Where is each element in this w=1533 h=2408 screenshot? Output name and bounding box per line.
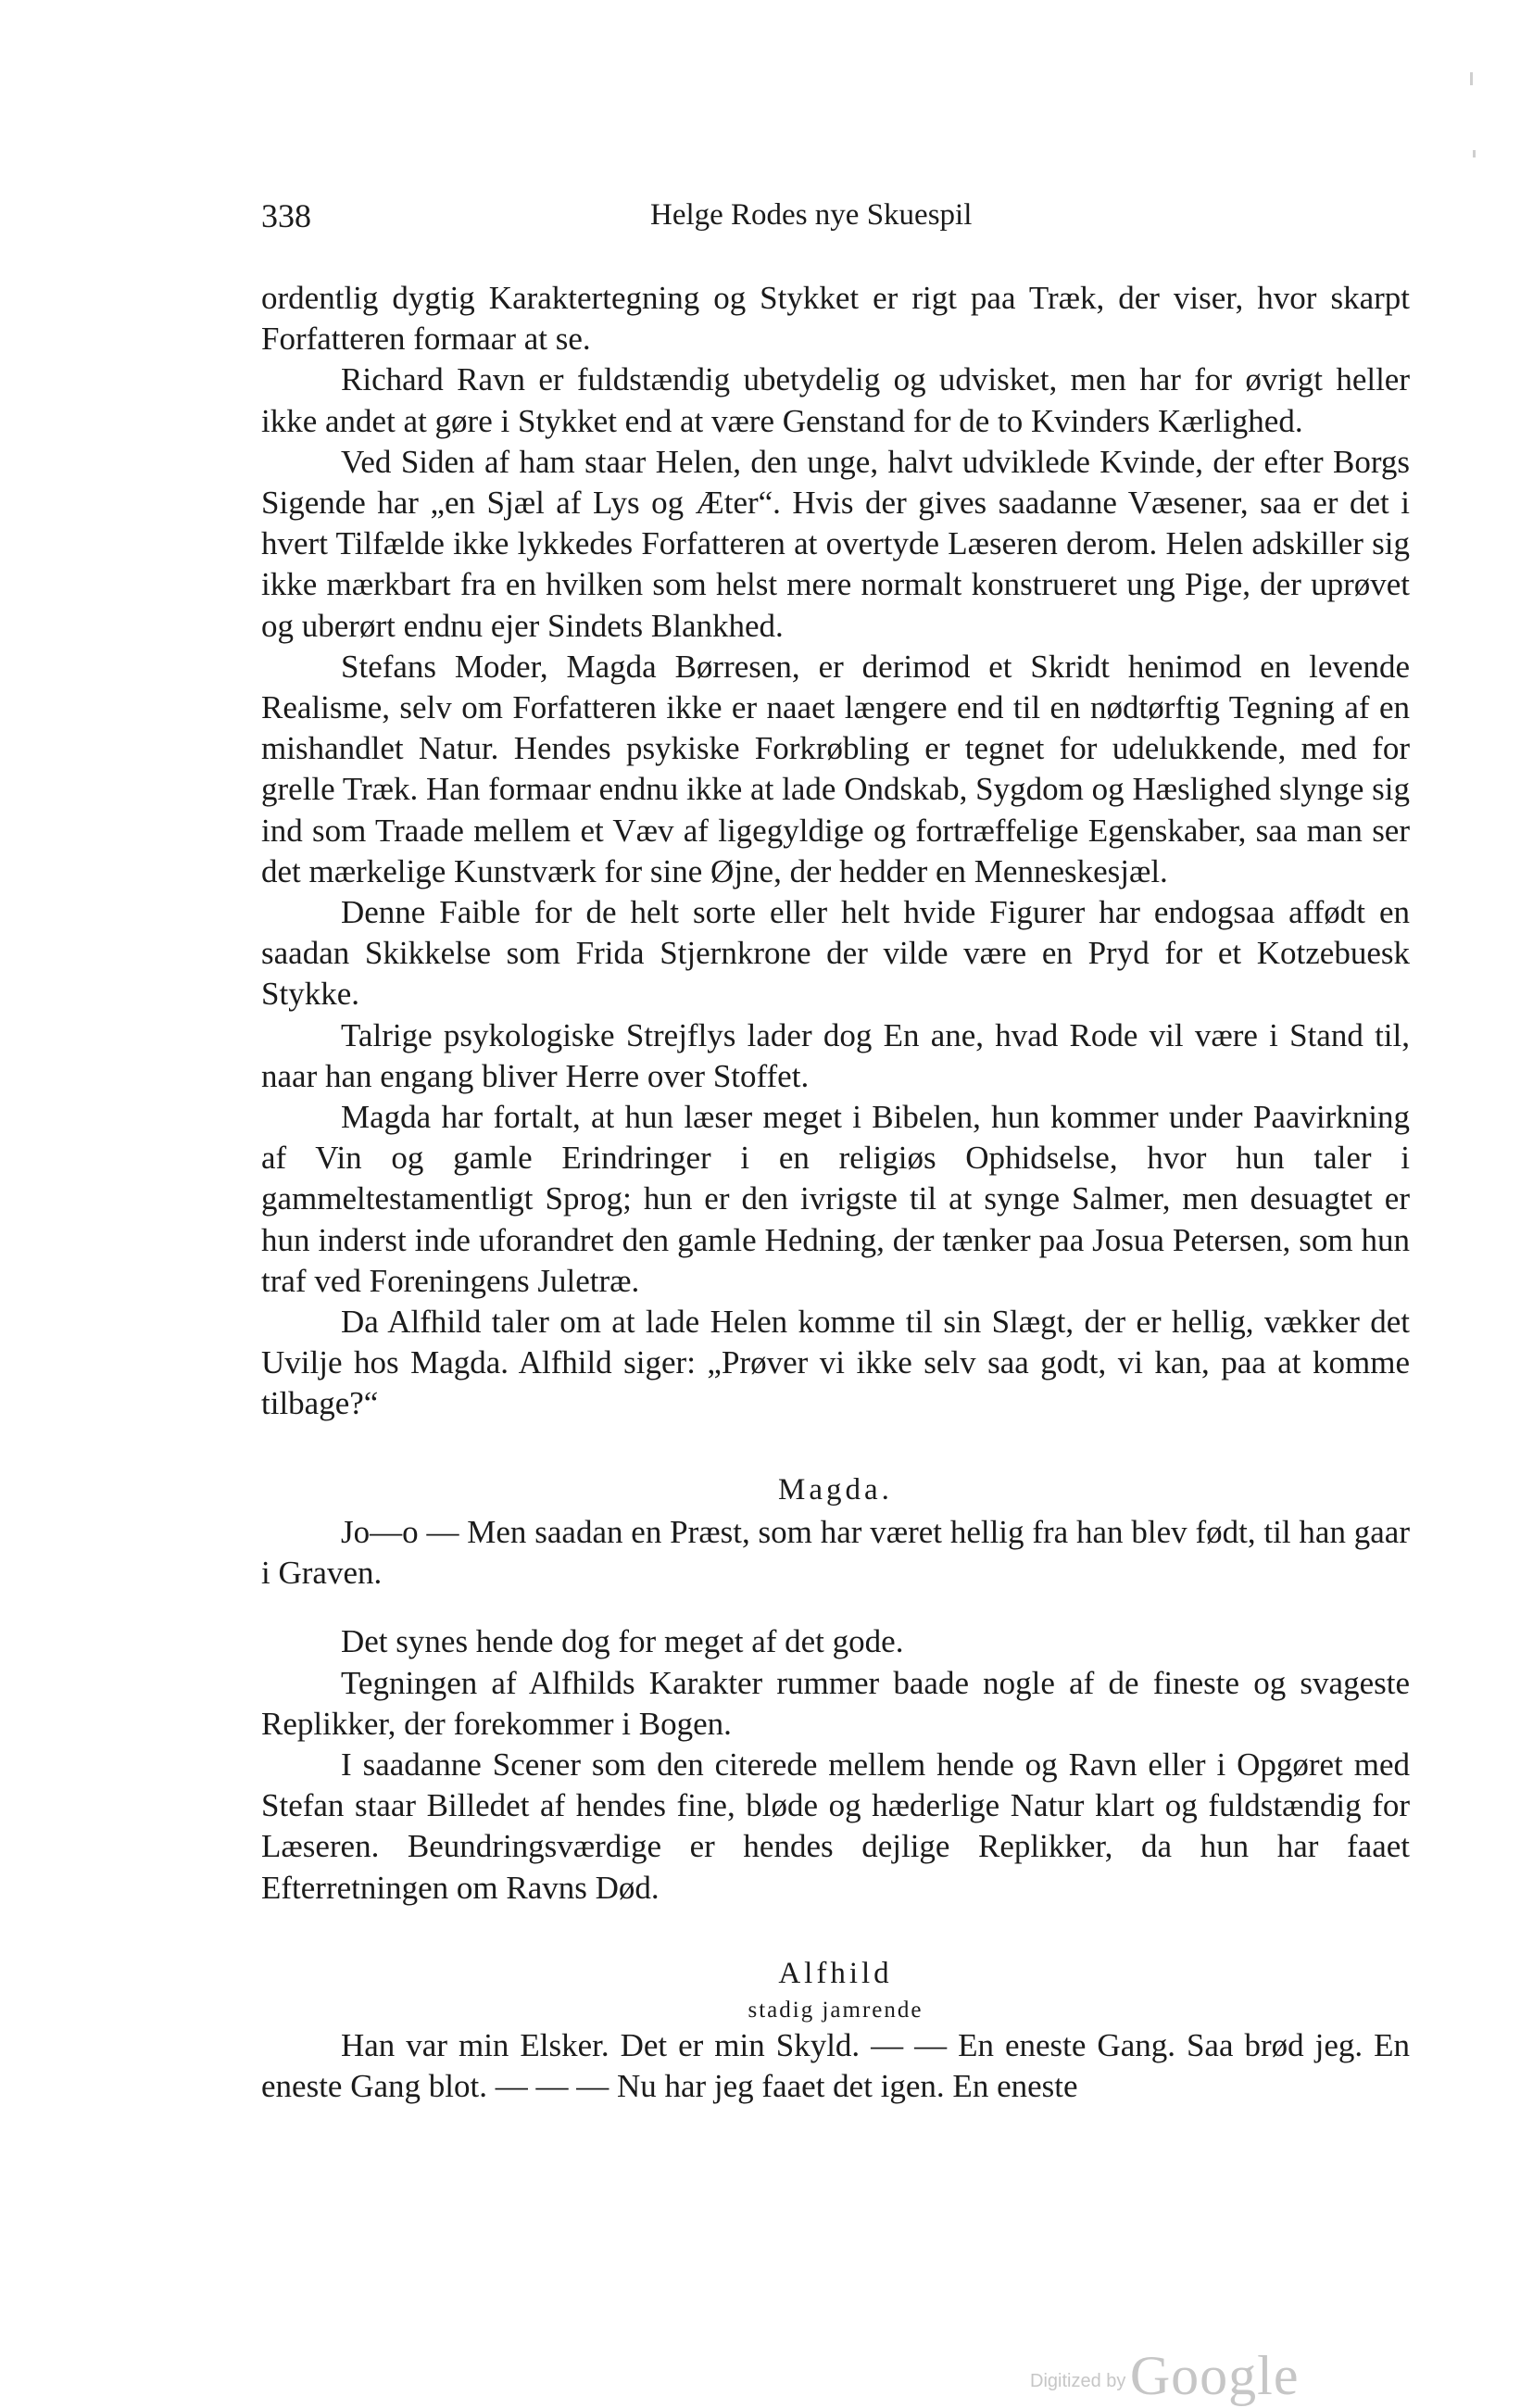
dialogue-line: Jo—o — Men saadan en Præst, som har været hellig fra han blev født, til han gaar i Graven. bbox=[261, 1513, 1410, 1592]
page-number: 338 bbox=[261, 197, 311, 234]
paragraph: Richard Ravn er fuldstændig ubetydelig og udvisket, men har for øvrigt heller ikke andet at gøre i Stykket end at være Genstand for de to Kvinders Kærlighed. bbox=[261, 361, 1410, 439]
paragraph: Talrige psykologiske Strejflys lader dog En ane, hvad Rode vil være i Stand til, naar han engang bliver Herre over Stoffet. bbox=[261, 1016, 1410, 1094]
scan-speck bbox=[1473, 150, 1476, 158]
paragraph: Denne Faible for de helt sorte eller helt hvide Figurer har endogsaa affødt en saadan Skikkelse som Frida Stjernkrone der vilde være en Pryd for et Kotzebuesk Stykke. bbox=[261, 894, 1410, 1013]
paragraph: Da Alfhild taler om at lade Helen komme til sin Slægt, der er hellig, vækker det Uvilje hos Magda. Alfhild siger: „Prøver vi ikke selv saa godt, vi kan, paa at komme tilbage?“ bbox=[261, 1304, 1410, 1422]
spacer bbox=[261, 1594, 1410, 1621]
paragraph: ordentlig dygtig Karaktertegning og Stykket er rigt paa Træk, der viser, hvor skarpt Forfatteren formaar at se. bbox=[261, 280, 1410, 358]
watermark-caption: Digitized by bbox=[1030, 2371, 1126, 2391]
paragraph: Tegningen af Alfhilds Karakter rummer baade nogle af de fineste og svageste Replikker, der forekommer i Bogen. bbox=[261, 1664, 1410, 1742]
digitized-watermark bbox=[1030, 2344, 1299, 2408]
speaker-name: Magda. bbox=[778, 1472, 893, 1507]
speaker-name: Alfhild bbox=[778, 1956, 893, 1990]
paragraph: Det synes hende dog for meget af det gode. bbox=[341, 1623, 904, 1660]
paragraph: I saadanne Scener som den citerede mellem hende og Ravn eller i Opgøret med Stefan staar Billedet af hendes fine, bløde og hæderlige Natur klart og fuldstændig for Læseren. Beundringsværdige er hendes dejlige Replikker, da hun har faaet Efterretningen om Ravns Død. bbox=[261, 1746, 1410, 1906]
paragraph: Ved Siden af ham staar Helen, den unge, halvt udviklede Kvinde, der efter Borgs Sigende har „en Sjæl af Lys og Æter“. Hvis der gives saadanne Væsener, saa er det i hvert Tilfælde ikke lykkedes Forfatteren at overtyde Læseren derom. Helen adskiller sig ikke mærkbart fra en hvilken som helst mere normalt konstrueret ung Pige, der uprøvet og uberørt endnu ejer Sindets Blankhed. bbox=[261, 443, 1410, 644]
dialogue-line: Han var min Elsker. Det er min Skyld. — — En eneste Gang. Saa brød jeg. En eneste Gang blot. — — — Nu har jeg faaet det igen. En eneste bbox=[261, 2026, 1410, 2105]
running-title: Helge Rodes nye Skuespil bbox=[650, 198, 973, 232]
google-logo: Google bbox=[1129, 2345, 1300, 2406]
stage-direction: stadig jamrende bbox=[748, 1997, 924, 2023]
paragraph: Magda har fortalt, at hun læser meget i Bibelen, hun kommer under Paavirkning af Vin og gamle Erindringer i en religiøs Ophidselse, hvor hun taler i gammeltestamentligt Sprog; hun er den ivrigste til at synge Salmer, men desuagtet er hun inderst inde uforandret den gamle Hedning, der tænker paa Josua Petersen, som hun traf ved Foreningens Juletræ. bbox=[261, 1099, 1410, 1299]
page-header bbox=[261, 196, 1410, 243]
paragraph: Stefans Moder, Magda Børresen, er derimod et Skridt henimod en levende Realisme, selv om Forfatteren ikke er naaet længere end til en nødtørftig Tegning af en mishandlet Natur. Hendes psykiske Forkrøbling er tegnet for udelukkende, med for grelle Træk. Han formaar endnu ikke at lade Ondskab, Sygdom og Hæslighed slynge sig ind som Traade mellem et Væv af ligegyldige og fortræffelige Egenskaber, saa man ser det mærkelige Kunstværk for sine Øjne, der hedder en Menneskesjæl. bbox=[261, 648, 1410, 889]
scan-speck bbox=[1470, 72, 1473, 85]
body-text bbox=[261, 278, 1410, 2107]
